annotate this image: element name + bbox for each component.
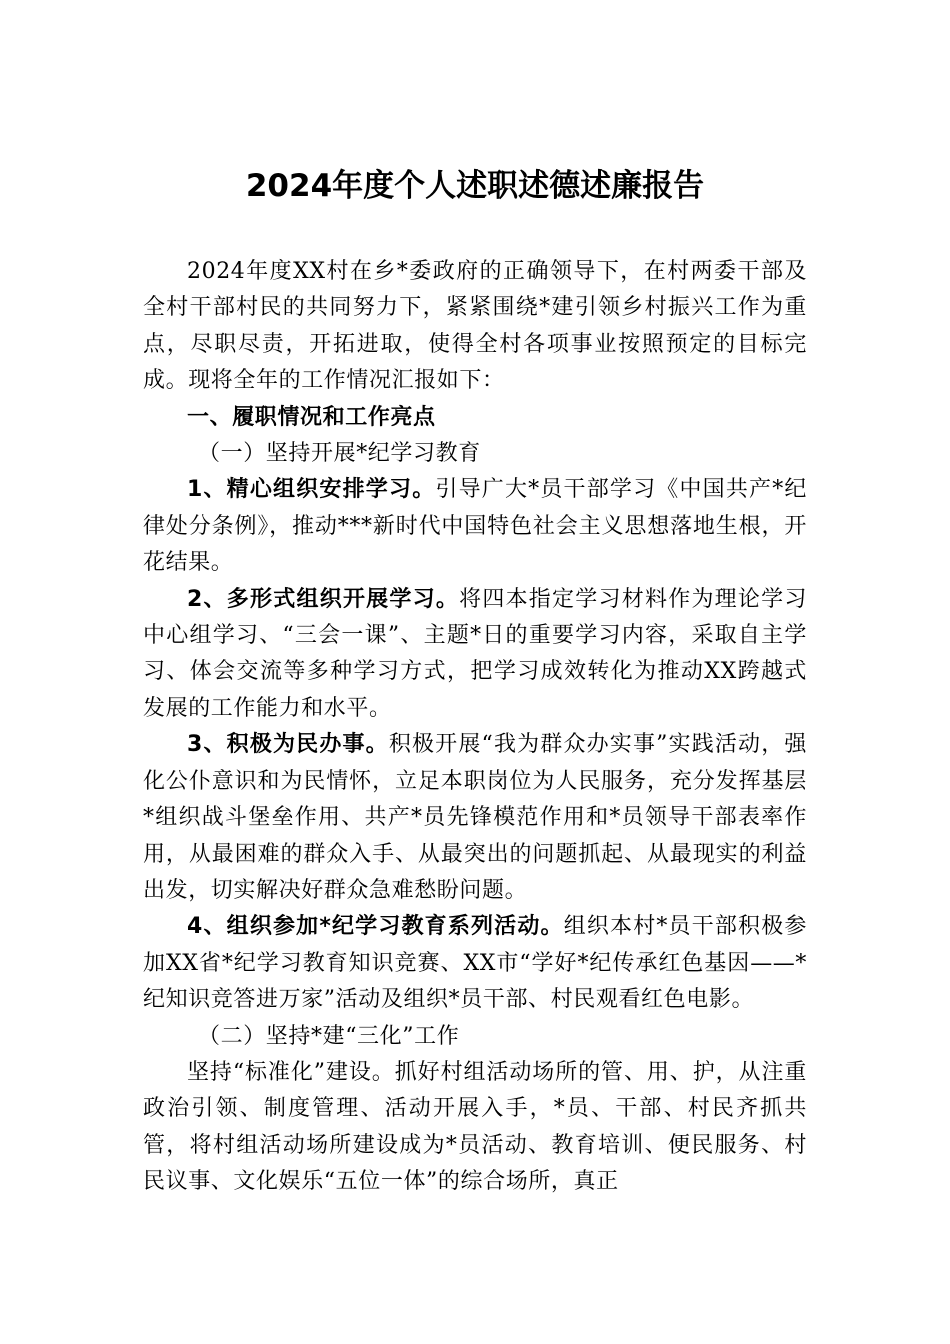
item-paragraph-1 [143,472,807,581]
subsection-2-paragraph: 坚持“标准化”建设。抓好村组活动场所的管、用、护，从注重政治引领、制度管理、活动开展入手，*员、干部、村民齐抓共管，将村组活动场所建设成为*员活动、教育培训、便民服务、村民议事、文化娱乐“五位一体”的综合场所，真正 [143,1059,807,1195]
intro-paragraph: 2024年度XX村在乡*委政府的正确领导下，在村两委干部及全村干部村民的共同努力下，紧紧围绕*建引领乡村振兴工作为重点，尽职尽责，开拓进取，使得全村各项事业按照预定的目标完成。现将全年的工作情况汇报如下： [143,259,807,394]
item-lead-1: 1、精心组织安排学习。 [187,477,436,503]
document-title: 2024年度个人述职述德述廉报告 [245,168,705,204]
item-paragraph-2 [143,582,807,728]
item-paragraph-4 [143,909,807,1018]
item-text-4: 组织本村*员干部积极参加XX省*纪学习教育知识竞赛、XX市“学好*纪传承红色基因——*纪知识竞答进万家”活动及组织*员干部、村民观看红色电影。 [143,914,807,1013]
item-lead-3: 3、积极为民办事。 [187,732,389,758]
item-lead-2: 2、多形式组织开展学习。 [187,586,460,612]
item-text-3: 积极开展“我为群众办实事”实践活动，强化公仆意识和为民情怀，立足本职岗位为人民服务，充分发挥基层*组织战斗堡垒作用、共产*员先锋模范作用和*员领导干部表率作用，从最困难的群众入手、从最突出的问题抓起、从最现实的利益出发，切实解决好群众急难愁盼问题。 [143,732,807,903]
subsection-heading-2: （二）坚持*建“三化”工作 [198,1023,460,1049]
item-text-1: 引导广大*员干部学习《中国共产*纪律处分条例》，推动***新时代中国特色社会主义思想落地生根，开花结果。 [143,477,807,576]
document-body [143,254,807,1201]
item-lead-4: 4、组织参加*纪学习教育系列活动。 [187,914,564,940]
subsection-heading-1: （一）坚持开展*纪学习教育 [198,441,481,467]
item-text-2: 将四本指定学习材料作为理论学习中心组学习、“三会一课”、主题*日的重要学习内容，采取自主学习、体会交流等多种学习方式，把学习成效转化为推动XX跨越式发展的工作能力和水平。 [143,586,807,721]
section-heading-1: 一、履职情况和工作亮点 [187,404,436,430]
item-paragraph-3 [143,727,807,909]
